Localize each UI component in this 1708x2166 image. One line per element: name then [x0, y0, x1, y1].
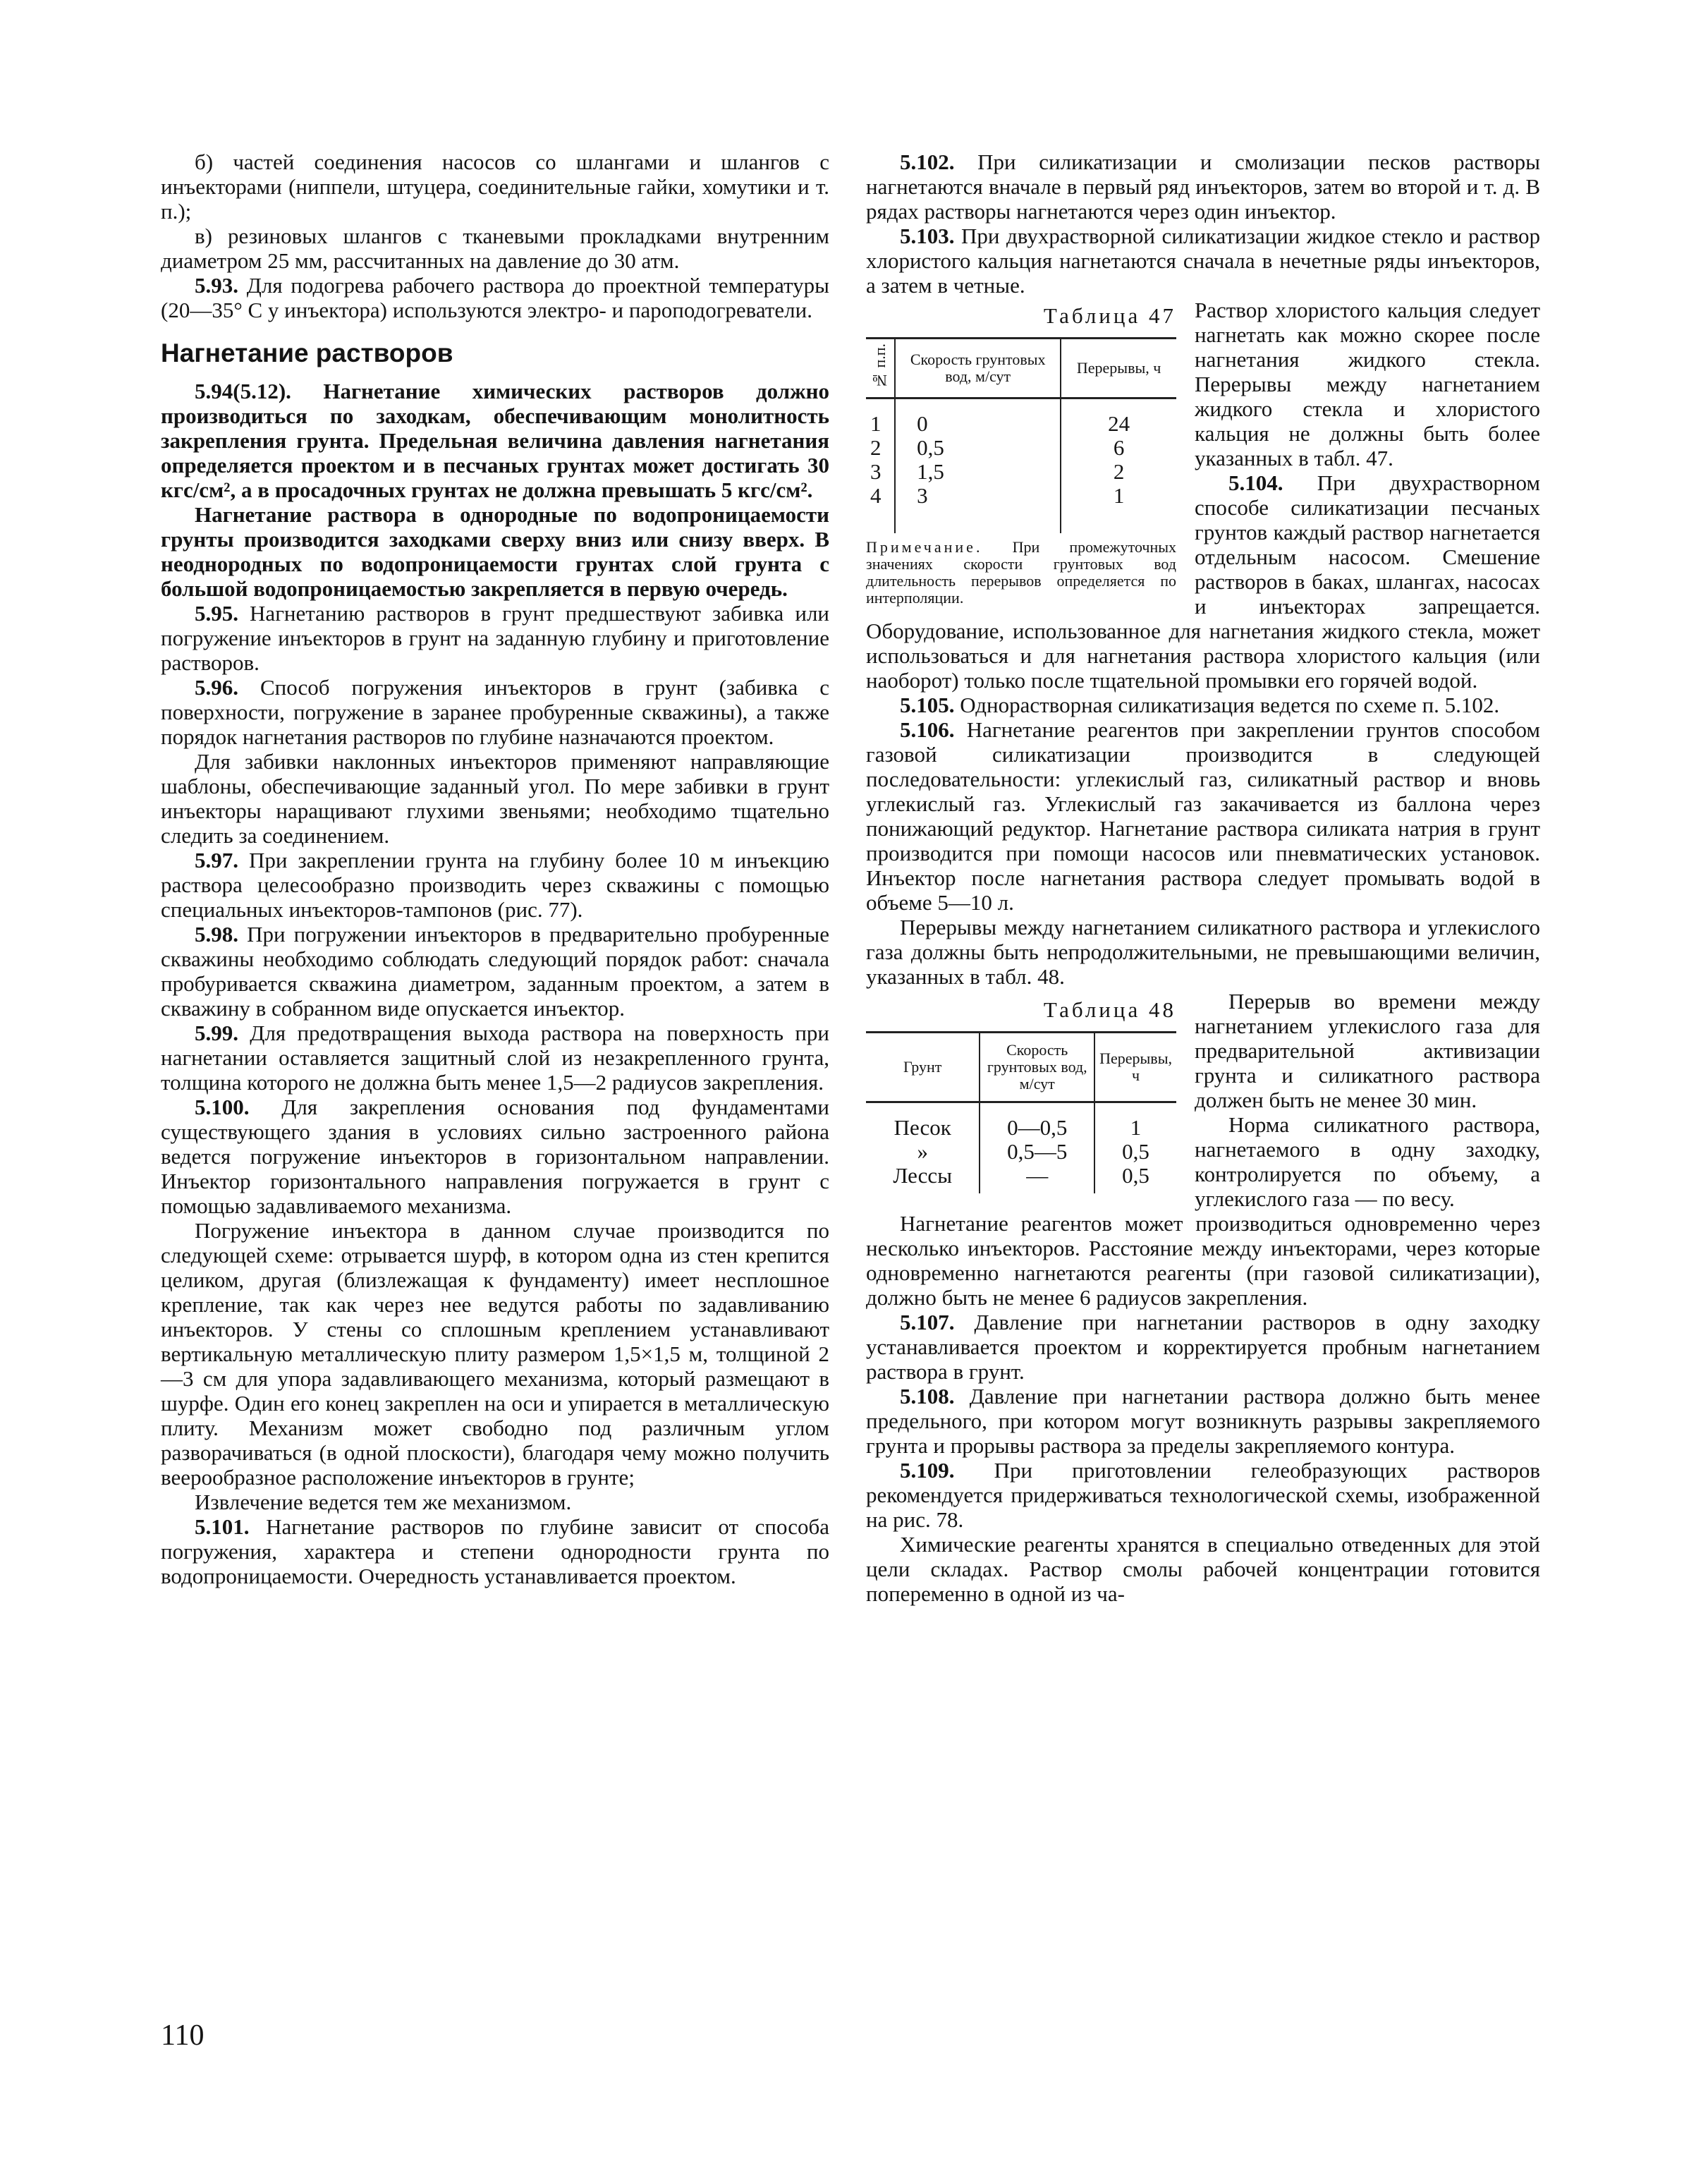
table-row — [866, 1140, 1176, 1164]
table-caption: Таблица 47 — [1043, 303, 1176, 328]
table-cell: 0,5 — [1094, 1164, 1176, 1193]
paragraph: Химические реагенты хранятся в специально отведенных для этой цели складах. Раствор смолы рабочей концентрации готовится попеременно в одной из ча- — [866, 1532, 1540, 1606]
paragraph: б) частей соединения насосов со шлангами и шлангов с инъекторами (ниппели, штуцера, соединительные гайки, хомутики и т. п.); — [161, 150, 829, 224]
left-column — [161, 150, 829, 1588]
clause-number: 5.96. — [195, 675, 238, 700]
clause-number: 5.95. — [195, 601, 238, 626]
paragraph — [866, 1458, 1540, 1532]
table-cell: 24 — [1061, 398, 1176, 437]
section-heading: Нагнетание растворов — [161, 339, 453, 367]
clause-number: 5.108. — [900, 1384, 955, 1408]
paragraph — [866, 693, 1540, 717]
paragraph — [161, 1095, 829, 1218]
paragraph — [866, 1310, 1540, 1384]
clause-number: 5.100. — [195, 1095, 250, 1119]
paragraph — [161, 601, 829, 675]
paragraph: в) резиновых шлангов с тканевыми прокладками внутренним диаметром 25 мм, рассчитанных на давление до 30 атм. — [161, 224, 829, 273]
page-number: 110 — [161, 2019, 205, 2052]
paragraph-text: Для подогрева рабочего раствора до проектной температуры (20—35° С у инъектора) используются электро- и пароподогреватели. — [161, 273, 830, 322]
paragraph-text: Нагнетание химических растворов должно производиться по заходкам, обеспечивающим монолитность закрепления грунта. Предельная величина давления нагнетания определяется проектом и в песчаных грунтах может достигать 30 кгс/см², а в просадочных грунтах не должна превышать 5 кгс/см². — [161, 379, 830, 502]
table-cell: 1 — [1061, 484, 1176, 513]
table-cell: Песок — [893, 1115, 951, 1140]
paragraph-text: При закреплении грунта на глубину более 10 м инъекцию раствора целесообразно производить через скважины с помощью специальных инъекторов-тампонов (рис. 77). — [161, 848, 830, 922]
clause-number: 5.94(5.12). — [195, 379, 291, 403]
paragraph — [161, 379, 829, 502]
paragraph-text: Давление при нагнетании раствора должно быть менее предельного, при котором могут возникнуть разрывы закрепляемого грунта и прорывы раствора за пределы закрепляемого контура. — [866, 1384, 1540, 1458]
clause-number: 5.107. — [900, 1310, 955, 1334]
paragraph: Погружение инъектора в данном случае производится по следующей схеме: отрывается шурф, в котором одна из стен крепится целиком, другая (близлежащая к фундаменту) имеет несплошное крепление, так как через нее ведутся работы по задавливанию инъекторов. У стены со сплошным креплением устанавливают вертикальную металлическую плиту размером 1,5×1,5 м, толщиной 2—3 см для упора задавливающего механизма, который размещают в шурфе. Один его конец закреплен на оси и упирается в металлическую плиту. Механизм может свободно под различным углом разворачиваться (в одной плоскости), благодаря чему можно получить веерообразное расположение инъекторов в грунте; — [161, 1218, 829, 1490]
table-48 — [866, 1031, 1176, 1193]
table-cell: 1,5 — [895, 460, 1061, 484]
table-cell: — — [980, 1164, 1094, 1193]
table-note — [866, 539, 1176, 607]
clause-number: 5.104. — [1228, 470, 1283, 495]
table-cell: 2 — [1061, 460, 1176, 484]
table-47-block — [866, 302, 1176, 607]
table-header: Скорость грунтовых вод, м/сут — [895, 339, 1061, 398]
clause-number: 5.93. — [195, 273, 238, 298]
paragraph: Раствор хлористого кальция следует нагнетать как можно скорее после нагнетания жидкого стекла. Перерывы между нагнетанием жидкого стекла и хлористого кальция не должны быть более указанных в табл. 47. — [1195, 298, 1540, 470]
paragraph — [866, 224, 1540, 298]
note-text: При промежуточных значениях скорости грунтовых вод длительность перерывов определяется по интерполяции. — [866, 538, 1177, 607]
paragraph-text: Давление при нагнетании растворов в одну заходку устанавливается проектом и корректируется пробным нагнетанием раствора в грунт. — [866, 1310, 1541, 1384]
paragraph: Нагнетание раствора в однородные по водопроницаемости грунты производится заходками сверху вниз или снизу вверх. В неоднородных по водопроницаемости грунтах слой грунта с большой водопроницаемостью закрепляется в первую очередь. — [161, 502, 829, 601]
paragraph-text: Способ погружения инъекторов в грунт (забивка с поверхности, погружение в заранее пробуренные скважины), а также порядок нагнетания растворов по глубине назначаются проектом. — [161, 675, 830, 749]
table-cell: 1 — [870, 411, 882, 437]
right-column — [866, 150, 1540, 1606]
table-row — [866, 1102, 1176, 1140]
table-row — [866, 460, 1176, 484]
table-cell: 3 — [895, 484, 1061, 513]
paragraph-text: Нагнетание реагентов при закреплении грунтов способом газовой силикатизации производится в следующей последовательности: углекислый газ, силикатный раствор и вновь углекислый газ. Углекислый газ закачивается из баллона через понижающий редуктор. Нагнетание раствора силиката натрия в грунт производится при помощи насосов или пневматических установок. Инъектор после нагнетания раствора следует промывать водой в объеме 5—10 л. — [866, 717, 1541, 915]
paragraph: Норма силикатного раствора, нагнетаемого в одну заходку, контролируется по объему, а углекислого газа — по весу. — [1195, 1112, 1540, 1211]
clause-number: 5.109. — [900, 1458, 955, 1483]
paragraph: Извлечение ведется тем же механизмом. — [195, 1490, 572, 1514]
clause-number: 5.99. — [195, 1021, 238, 1045]
table-cell: 0,5—5 — [980, 1140, 1094, 1164]
table-cell: 0 — [895, 398, 1061, 437]
paragraph-text: Нагнетанию растворов в грунт предшествуют забивка или погружение инъекторов в грунт на заданную глубину и приготовление растворов. — [161, 601, 830, 675]
table-cell: 0,5 — [1094, 1140, 1176, 1164]
paragraph — [161, 848, 829, 922]
paragraph — [866, 150, 1540, 224]
paragraph — [161, 273, 829, 322]
table-cell: 0—0,5 — [980, 1102, 1094, 1140]
clause-number: 5.101. — [195, 1514, 250, 1539]
table-row — [866, 484, 1176, 513]
paragraph: Для забивки наклонных инъекторов применяют направляющие шаблоны, обеспечивающие заданный угол. По мере забивки в грунт инъекторы наращивают глухими звеньями; необходимо тщательно следить за соединением. — [161, 749, 829, 848]
paragraph — [161, 675, 829, 749]
table-caption: Таблица 48 — [1043, 997, 1176, 1022]
table-cell: 6 — [1061, 436, 1176, 460]
paragraph-text: Для предотвращения выхода раствора на поверхность при нагнетании оставляется защитный слой из незакрепленного грунта, толщина которого не должна быть менее 1,5—2 радиусов закрепления. — [161, 1021, 830, 1095]
paragraph-text: Для закрепления основания под фундаментами существующего здания в условиях сильно застроенного района ведется погружение инъекторов в горизонтальном направлении. Инъектор горизонтального направления погружается в грунт с помощью задавливаемого механизма. — [161, 1095, 829, 1218]
clause-number: 5.106. — [900, 717, 955, 742]
clause-number: 5.105. — [900, 693, 955, 717]
table-header: Перерывы, ч — [1061, 339, 1176, 398]
clause-number: 5.103. — [900, 224, 955, 248]
paragraph-text: При силикатизации и смолизации песков растворы нагнетаются вначале в первый ряд инъекторов, затем во второй и т. д. В рядах растворы нагнетаются через один инъектор. — [866, 150, 1540, 224]
paragraph-text: Нагнетание растворов по глубине зависит от способа погружения, характера и степени однородности грунта по водопроницаемости. Очередность устанавливается проектом. — [161, 1514, 830, 1588]
paragraph — [866, 717, 1540, 915]
table-cell: Лессы — [893, 1163, 953, 1188]
table-cell: 2 — [870, 435, 882, 461]
paragraph — [161, 922, 829, 1021]
table-row — [866, 436, 1176, 460]
table-header: Скорость грунтовых вод, м/сут — [980, 1033, 1094, 1102]
paragraph — [161, 1514, 829, 1588]
table-header — [866, 339, 895, 398]
header-text: № п.п. — [871, 343, 889, 390]
table-47 — [866, 337, 1176, 533]
paragraph — [866, 1384, 1540, 1458]
table-row — [866, 1164, 1176, 1193]
table-cell: 3 — [870, 459, 882, 485]
paragraph — [161, 1021, 829, 1095]
clause-number: 5.102. — [900, 150, 955, 174]
paragraph: Нагнетание реагентов может производиться одновременно через несколько инъекторов. Расстояние между инъекторами, через которые одновременно нагнетаются реагенты (при газовой силикатизации), должно быть не менее 6 радиусов закрепления. — [866, 1211, 1540, 1310]
table-header: Перерывы, ч — [1094, 1033, 1176, 1102]
paragraph-text: При двухрастворном способе силикатизации песчаных грунтов каждый раствор нагнетается отдельным насосом. Смешение растворов в баках, шлангах, насосах и инъекторах запрещается. Оборудование, использованное для нагнетания жидкого стекла, может использоваться и для нагнетания раствора хлористого кальция (или наоборот) только после тщательной промывки его горячей водой. — [866, 470, 1540, 693]
table-cell: 4 — [870, 483, 882, 509]
paragraph: Перерыв во времени между нагнетанием углекислого газа для предварительной активизации грунта и силикатного раствора должен быть не менее 30 мин. — [1195, 989, 1540, 1112]
table-header: Грунт — [866, 1033, 980, 1102]
clause-number: 5.98. — [195, 922, 238, 947]
paragraph-text: При приготовлении гелеобразующих растворов рекомендуется придерживаться технологической схемы, изображенной на рис. 78. — [866, 1458, 1541, 1532]
paragraph-text: При двухрастворной силикатизации жидкое стекло и раствор хлористого кальция нагнетаются сначала в нечетные ряды инъекторов, а затем в четные. — [866, 224, 1541, 298]
paragraph-text: Однорастворная силикатизация ведется по схеме п. 5.102. — [960, 693, 1500, 717]
table-48-block — [866, 996, 1176, 1193]
table-cell: 0,5 — [895, 436, 1061, 460]
table-cell: » — [917, 1139, 928, 1164]
note-label: Примечание. — [866, 538, 983, 556]
table-cell: 1 — [1094, 1102, 1176, 1140]
clause-number: 5.97. — [195, 848, 238, 872]
paragraph-text: При погружении инъекторов в предварительно пробуренные скважины необходимо соблюдать следующий порядок работ: сначала пробуривается скважина диаметром, заданным проектом, а затем в скважину в собранном виде опускается инъектор. — [161, 922, 829, 1021]
table-row — [866, 398, 1176, 437]
paragraph: Перерывы между нагнетанием силикатного раствора и углекислого газа должны быть непродолжительными, не превышающими величин, указанных в табл. 48. — [866, 915, 1540, 989]
